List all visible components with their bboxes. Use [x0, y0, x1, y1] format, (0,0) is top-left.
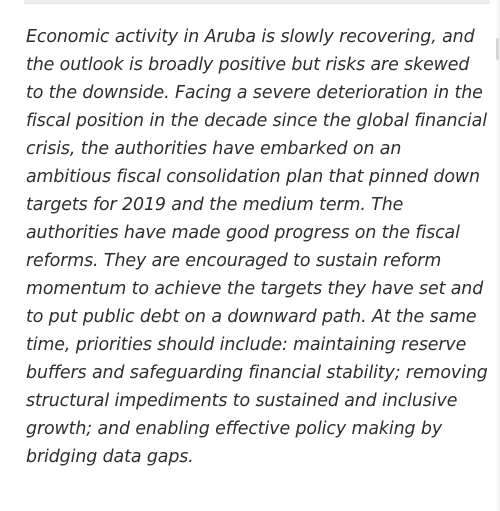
previous-block-edge	[24, 0, 490, 4]
scrollbar-thumb[interactable]	[496, 38, 499, 60]
scroll-edge-shadow	[496, 0, 500, 511]
article-paragraph: Economic activity in Aruba is slowly recovering, and the outlook is broadly positive but risks are skewed to the downside. Facing a severe deterioration in the fiscal position in the decade since the global financial crisis, the authorities have embarked on an ambitious fiscal consolidation plan that pinned down targets for 2019 and the medium term. The authorities have made good progress on the fiscal reforms. They are encouraged to sustain reform momentum to achieve the targets they have set and to put public debt on a downward path. At the same time, priorities should include: maintaining reserve buffers and safeguarding financial stability; removing structural impediments to sustained and inclusive growth; and enabling effective policy making by bridging data gaps.	[26, 27, 488, 467]
